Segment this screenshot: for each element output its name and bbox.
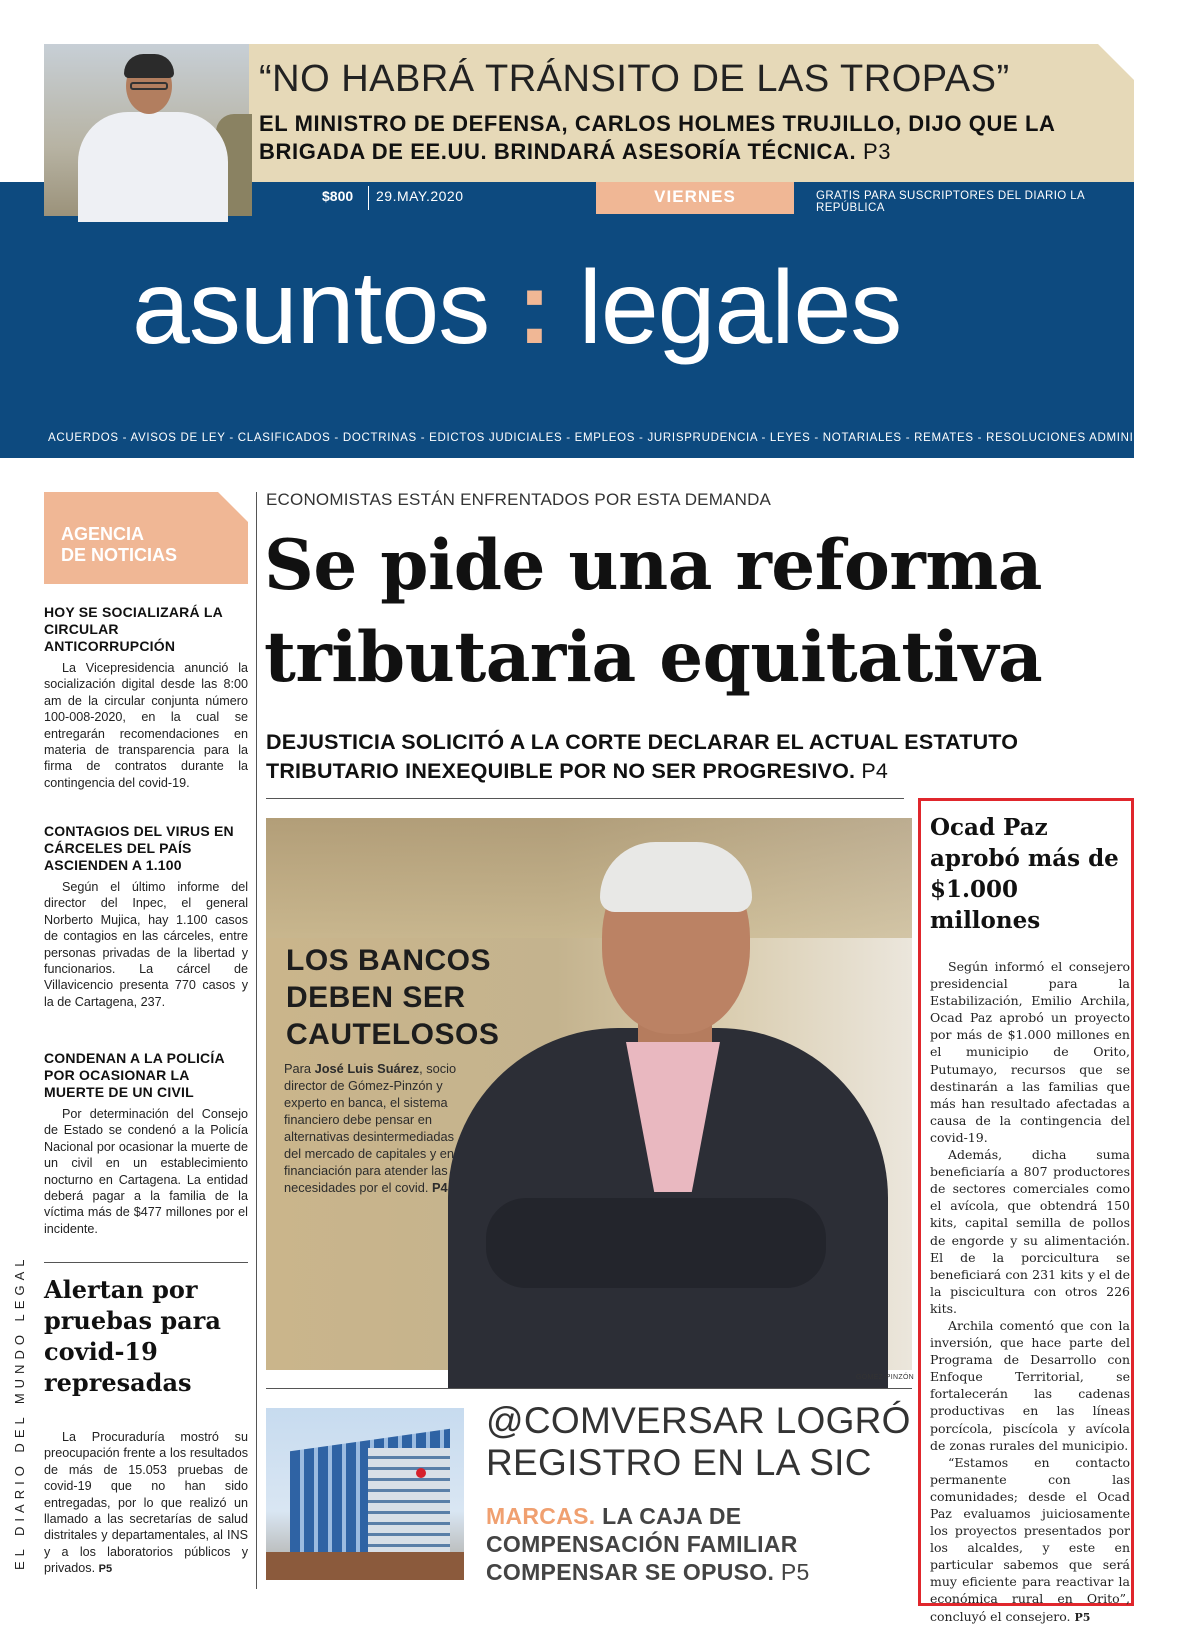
ocad-body: Según informó el consejero presidencial para la Estabilización, Emilio Archila, Ocad Paz aprobó un proyecto por más de $1.000 millones en el municipio de Orito, Putumayo, recursos que se destinarán a las familias que más han resultado afectadas a causa de la contingencia del covid-19. Además, dicha suma beneficiaría a 807 productores de sectores comerciales como el avícola, que obtendrá 150 kits, capital semilla de pollos de engorde y su alimentación. El de la porcicultura se beneficiará con 231 kits y el de la piscicultura con otros 226 kits. Archila comentó que con la inversión, que hace parte del Programa de Desarrollo con Enfoque Territorial, se fortalecerán las cadenas productivas en las líneas porcícola, piscícola y avícola de zonas rurales del municipio. “Estamos en contacto permanente con las comunidades; desde el Ocad Paz evaluamos juiciosamente los proyectos presentados por los alcaldes, y este en particular sabemos que será muy eficiente para reactivar la económica rural en Orito”, concluyó el consejero. P5 — [930, 959, 1130, 1624]
main-headline[interactable]: Se pide una reforma tributaria equitativa — [264, 525, 1043, 698]
feature-photo[interactable] — [266, 818, 912, 1370]
brief-title: CONTAGIOS DEL VIRUS EN CÁRCELES DEL PAÍS ASCIENDEN A 1.100 — [44, 823, 234, 873]
brief-body: La Vicepresidencia anunció la socialización digital desde las 8:00 am de la circular conjunta número 100-008-2020, en la cual se entregarán recomendaciones en materia de transparencia para la firma de contratos durante la contingencia del covid-19. — [44, 661, 248, 790]
column-divider — [256, 492, 257, 1589]
page-fold — [1098, 44, 1134, 80]
brand-logo[interactable]: asuntos : legales — [132, 250, 902, 366]
minister-photo — [44, 44, 249, 216]
brief-2[interactable] — [44, 823, 248, 1010]
agency-badge: AGENCIA DE NOTICIAS — [44, 492, 248, 584]
promo-banner[interactable] — [44, 44, 1134, 182]
brief-body: Por determinación del Consejo de Estado se condenó a la Policía Nacional por ocasionar la muerte de un civil en un establecimiento nocturno en Cartagena. La entidad deberá pagar a la familia de la víctima más de $477 millones por el incidente. — [44, 1107, 248, 1236]
vertical-tagline: EL DIARIO DEL MUNDO LEGAL — [12, 1254, 27, 1570]
alert-story — [44, 1424, 248, 1578]
brief-1[interactable] — [44, 604, 248, 791]
main-kicker: ECONOMISTAS ESTÁN ENFRENTADOS POR ESTA DEMANDA — [266, 490, 772, 509]
issue-price: $800 — [322, 188, 354, 204]
issue-date: 29.MAY.2020 — [376, 188, 464, 204]
alert-body: La Procuraduría mostró su preocupación frente a los resultados de más de 15.053 pruebas de covid-19 que no han sido entregadas, por lo que realizó un llamado a las secretarías de salud distritales y departamentales, al INS y a los laboratorios públicos y privados. P5 — [44, 1430, 248, 1576]
ocad-headline[interactable]: Ocad Paz aprobó más de $1.000 millones — [930, 814, 1119, 934]
divider — [368, 186, 369, 210]
sections-nav[interactable]: ACUERDOS - AVISOS DE LEY - CLASIFICADOS - DOCTRINAS - EDICTOS JUDICIALES - EMPLEOS - JURISPRUDENCIA - LEYES - NOTARIALES - REMATES - RESOLUCIONES ADMINISTRATIVAS — [48, 432, 1202, 444]
alert-headline[interactable]: Alertan por pruebas para covid-19 represadas — [44, 1275, 221, 1397]
brief-title: HOY SE SOCIALIZARÁ LA CIRCULAR ANTICORRUPCIÓN — [44, 604, 223, 654]
brief-body: Según el último informe del director del Inpec, el general Norberto Mujica, hay 1.100 casos de contagios en las cárceles, entre personas privadas de la libertad y funcionarios. La cárcel de Villavicencio presenta 770 casos y la de Cartagena, 237. — [44, 880, 248, 1009]
feature-title: LOS BANCOS DEBEN SER CAUTELOSOS — [286, 944, 500, 1051]
brief-3[interactable] — [44, 1050, 248, 1237]
feature-caption: Para José Luis Suárez, socio director de Gómez-Pinzón y experto en banca, el sistema financiero debe pensar en alternativas desintermediadas del mercado de capitales y en financiación para atender las necesidades por el covid. P4 — [284, 1061, 457, 1195]
comversar-headline[interactable]: @COMVERSAR LOGRÓ REGISTRO EN LA SIC — [486, 1400, 911, 1483]
issue-strip — [250, 182, 1134, 214]
divider — [44, 1262, 248, 1263]
promo-page-ref: P3 — [862, 139, 892, 164]
divider — [266, 798, 904, 799]
issue-day: VIERNES — [596, 182, 794, 214]
divider — [266, 1388, 912, 1389]
main-deck: DEJUSTICIA SOLICITÓ A LA CORTE DECLARAR EL ACTUAL ESTATUTO TRIBUTARIO INEXEQUIBLE POR NO SER PROGRESIVO. P4 — [266, 730, 1019, 783]
promo-quote: “NO HABRÁ TRÁNSITO DE LAS TROPAS” — [259, 58, 1010, 100]
masthead — [0, 182, 1202, 458]
building-photo — [266, 1408, 464, 1580]
main-page-ref: P4 — [861, 759, 889, 783]
subscriber-note: GRATIS PARA SUSCRIPTORES DEL DIARIO LA REPÚBLICA — [816, 190, 1085, 214]
brief-title: CONDENAN A LA POLICÍA POR OCASIONAR LA MUERTE DE UN CIVIL — [44, 1050, 225, 1100]
promo-summary: EL MINISTRO DE DEFENSA, CARLOS HOLMES TRUJILLO, DIJO QUE LA BRIGADA DE EE.UU. BRINDARÁ ASESORÍA TÉCNICA. P3 — [259, 111, 1055, 164]
photo-credit: GÓMEZ-PINZÓN — [856, 1374, 915, 1381]
comversar-deck: MARCAS. LA CAJA DE COMPENSACIÓN FAMILIAR COMPENSAR SE OPUSO. P5 — [486, 1503, 810, 1585]
